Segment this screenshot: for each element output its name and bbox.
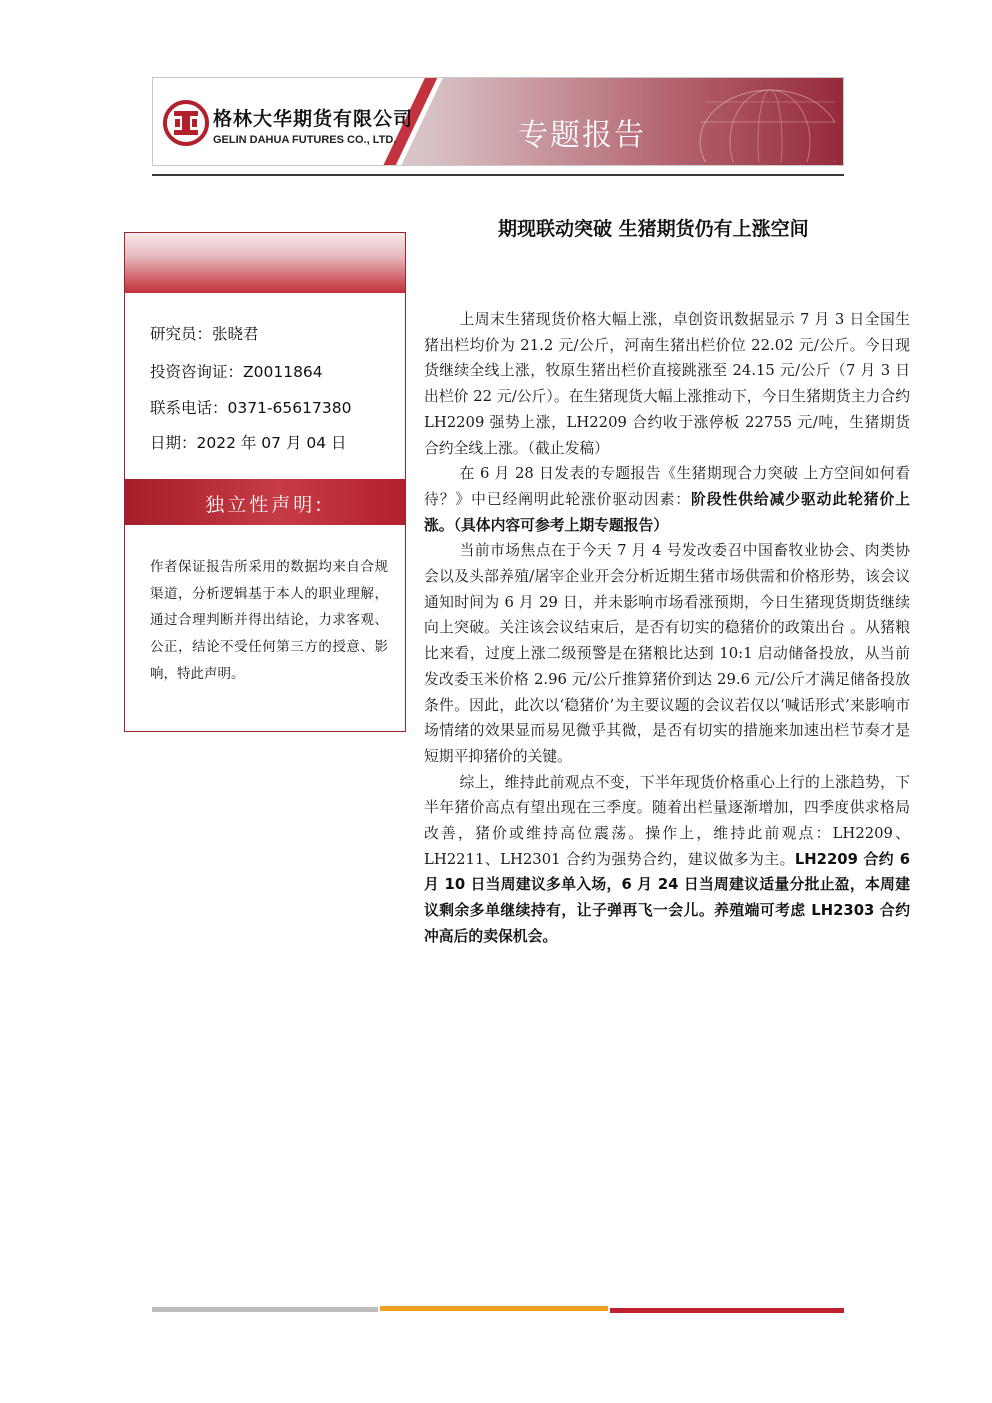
- footer-orange-bar: [380, 1306, 608, 1311]
- paragraph-4: [424, 770, 910, 950]
- author-sidebar: [124, 232, 406, 732]
- company-name-en: GELIN DAHUA FUTURES CO., LTD.: [213, 134, 397, 146]
- gelin-logo-icon: [163, 100, 209, 146]
- declaration-title: 独立性声明:: [205, 494, 325, 516]
- researcher-line: 研究员：张晓君: [150, 325, 259, 343]
- report-title: 期现联动突破 生猪期货仍有上涨空间: [498, 218, 809, 240]
- paragraph-3: 当前市场焦点在于今天 7 月 4 号发改委召中国畜牧业协会、肉类协会以及头部养殖/屠宰企业开会分析近期生猪市场供需和价格形势，该会议通知时间为 6 月 29 日，并未影响市场看涨预期，今日生猪现货期货继续向上突破。关注该会议结束后，是否有切实的稳猪价的政策出台 。从猪粮比来看，过度上涨二级预警是在猪粮比达到 10:1 启动储备投放，从当前发改委玉米价格 2.96 元/公斤推算猪价到达 29.6 元/公斤才满足储备投放条件。因此，此次以‘稳猪价’为主要议题的会议若仅以‘喊话形式’来影响市场情绪的效果显而易见微乎其微，是否有切实的措施来加速出栏节奏才是短期平抑猪价的关键。: [424, 542, 910, 765]
- paragraph-4-text: 综上，维持此前观点不变，下半年现货价格重心上行的上涨趋势，下半年猪价高点有望出现在三季度。随着出栏量逐渐增加，四季度供求格局改善，猪价或维持高位震荡。操作上，维持此前观点：LH2209、LH2211、LH2301 合约为强势合约，建议做多为主。: [424, 773, 910, 868]
- footer-red-bar: [610, 1308, 844, 1313]
- paragraph-2-emphasis: 阶段性供给减少驱动此轮猪价上涨。（具体内容可参考上期专题报告）: [424, 490, 910, 534]
- license-line: 投资咨询证：Z0011864: [150, 363, 323, 381]
- sidebar-top-gradient: [125, 233, 405, 293]
- paragraph-4-emphasis: LH2209 合约 6 月 10 日当周建议多单入场，6 月 24 日当周建议适量分批止盈，本周建议剩余多单继续持有，让子弹再飞一会儿。养殖端可考虑 LH2303 合约冲高后的卖保机会。: [424, 850, 910, 945]
- date-line: 日期：2022 年 07 月 04 日: [150, 434, 347, 452]
- globe-icon: [675, 82, 835, 162]
- footer-gray-bar: [152, 1307, 378, 1312]
- company-name-cn: 格林大华期货有限公司: [213, 108, 414, 130]
- report-header: [152, 77, 844, 166]
- report-type-label: 专题报告: [518, 118, 646, 153]
- declaration-text: 作者保证报告所采用的数据均来自合规渠道，分析逻辑基于本人的职业理解，通过合理判断并得出结论，力求客观、公正，结论不受任何第三方的授意、影响，特此声明。: [150, 559, 388, 682]
- phone-line: 联系电话：0371-65617380: [150, 399, 352, 417]
- report-body: [424, 307, 910, 950]
- header-rule: [152, 174, 844, 176]
- paragraph-2-text: 在 6 月 28 日发表的专题报告《生猪期现合力突破 上方空间如何看待？》中已经阐明此轮涨价驱动因素：: [424, 465, 910, 508]
- paragraph-1: 上周末生猪现货价格大幅上涨，卓创资讯数据显示 7 月 3 日全国生猪出栏均价为 21.2 元/公斤，河南生猪出栏价位 22.02 元/公斤。今日现货继续全线上涨，牧原生猪出栏价直接跳涨至 24.15 元/公斤（7 月 3 日出栏价 22 元/公斤）。在生猪现货大幅上涨推动下，今日生猪期货主力合约 LH2209 强势上涨，LH2209 合约收于涨停板 22755 元/吨，生猪期货合约全线上涨。（截止发稿）: [424, 311, 910, 457]
- paragraph-2: [424, 461, 910, 538]
